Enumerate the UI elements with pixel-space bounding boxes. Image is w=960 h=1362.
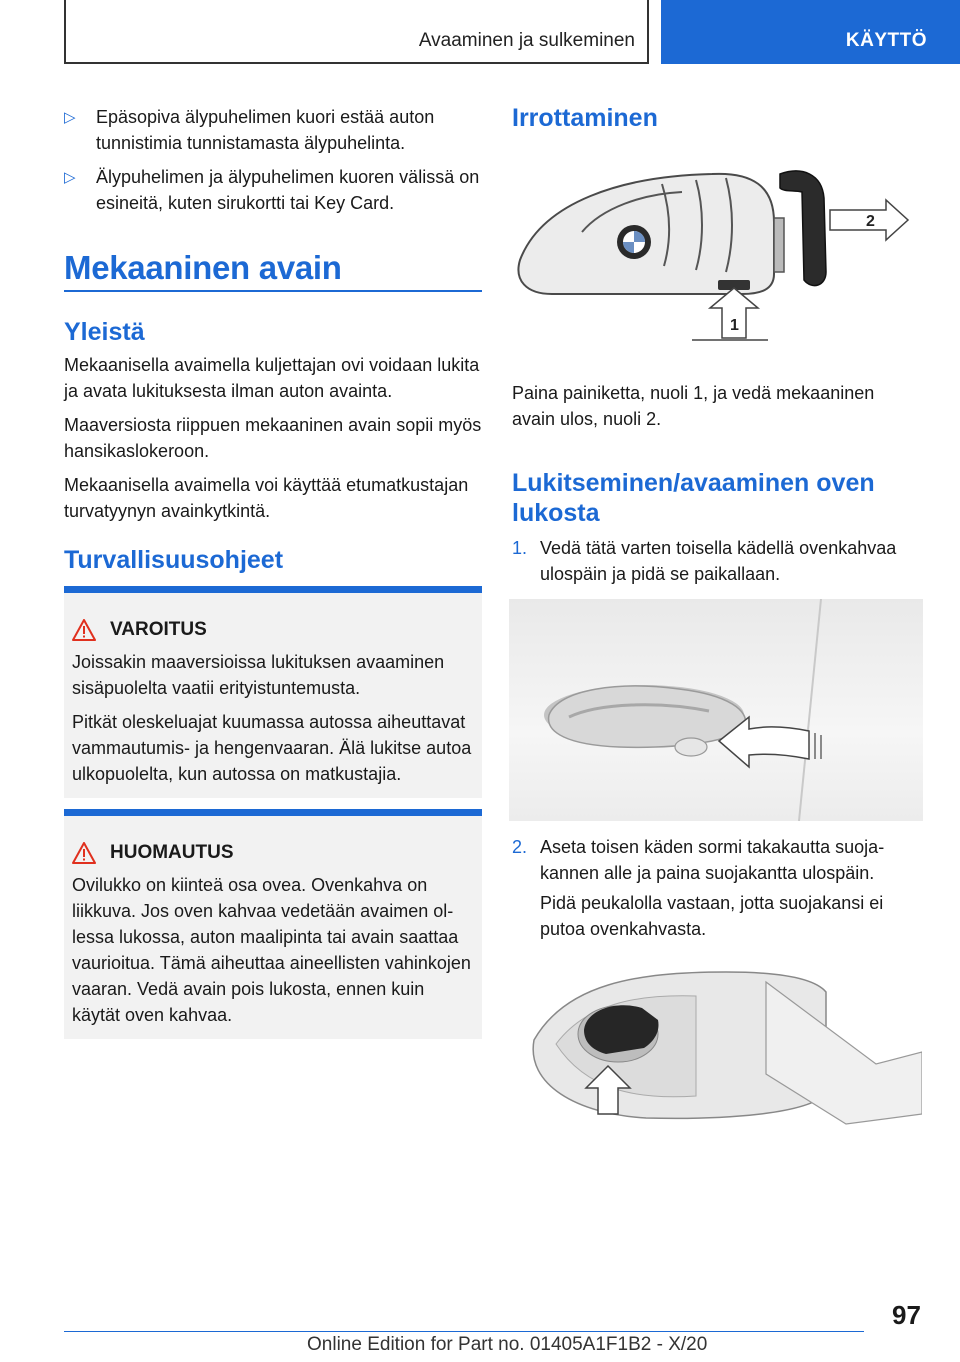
footer-edition: Online Edition for Part no. 01405A1F1B2 - X/20	[307, 1334, 708, 1355]
general-text	[64, 352, 482, 532]
step-number: 1.	[512, 538, 528, 558]
handle-cover-photo	[526, 964, 922, 1126]
warning-box	[64, 586, 482, 798]
warning-paragraph: Joissakin maaversioissa lukituksen avaaminen sisäpuolelta vaatii erityistuntemusta.	[72, 652, 445, 698]
section-title: KÄYTTÖ	[845, 30, 927, 51]
heading-lock-unlock: Lukitseminen/avaaminen oven lukosta	[512, 469, 875, 527]
step-2	[512, 834, 922, 886]
warning-paragraph: Pitkät oleskeluajat kuumassa autossa aiheuttavat vammautumis- ja hengenvaaran. Älä lukitse autoa ulkopuolelta, kun autossa on matkustajia.	[72, 712, 472, 784]
bullet-text: Epäsopiva älypuhelimen kuori estää auton tunnistimia tunnistamasta älypuhelinta.	[96, 107, 435, 153]
bullet-item	[64, 164, 482, 216]
warning-triangle-icon	[72, 619, 96, 641]
removal-text: Paina painiketta, nuoli 1, ja vedä mekaaninen avain ulos, nuoli 2.	[512, 383, 875, 429]
triangle-bullet-icon: ▷	[64, 109, 76, 126]
left-bullets	[64, 104, 482, 216]
step-number: 2.	[512, 837, 528, 857]
notice-box	[64, 809, 482, 1039]
triangle-bullet-icon: ▷	[64, 169, 76, 186]
bullet-text: Älypuhelimen ja älypuhelimen kuoren välissä on esineitä, kuten sirukortti tai Key Card.	[96, 167, 480, 213]
heading-mechanical-key: Mekaaninen avain	[64, 249, 342, 286]
step-text: Vedä tätä varten toisella kädellä ovenkahvaa ulospäin ja pidä se paikallaan.	[540, 538, 897, 584]
door-handle-photo	[509, 599, 923, 821]
heading-removal: Irrottaminen	[512, 104, 658, 132]
key-removal-illustration	[512, 162, 922, 354]
step-text: Aseta toisen käden sormi takakautta suojakannen alle ja paina suojakantta ulospäin.	[540, 837, 885, 883]
paragraph: Mekaanisella avaimella voi käyttää etumatkustajan turvatyynyn avainkytkintä.	[64, 475, 469, 521]
notice-header	[72, 840, 474, 866]
heading-general: Yleistä	[64, 318, 145, 346]
chapter-title: Avaaminen ja sulkeminen	[418, 30, 635, 51]
paragraph: Mekaanisella avaimella kuljettajan ovi voidaan lukita ja avata lukituksesta ilman auton avainta.	[64, 355, 480, 401]
step-1	[512, 535, 922, 587]
arrow-1-label: 1	[730, 317, 739, 334]
notice-paragraph: Ovilukko on kiinteä osa ovea. Ovenkahva on liikkuva. Jos oven kahvaa vedetään avaimen ollessa lukossa, auton maalipinta tai avain saattaa vaurioitua. Tämä aiheuttaa aineellisten vahinkojen vaaran. Vedä avain pois lukosta, ennen kuin käytät oven kahvaa.	[72, 875, 471, 1025]
bullet-item	[64, 104, 482, 156]
header-chapter-box	[64, 0, 649, 64]
warning-header	[72, 617, 474, 643]
header-section-box	[661, 0, 960, 64]
notice-title: HUOMAUTUS	[110, 842, 234, 863]
heading-rule	[64, 290, 482, 292]
page-number: 97	[892, 1300, 921, 1330]
footer-rule	[64, 1331, 864, 1332]
paragraph: Maaversiosta riippuen mekaaninen avain sopii myös hansikaslokeroon.	[64, 415, 482, 461]
notice-triangle-icon	[72, 842, 96, 864]
warning-title: VAROITUS	[110, 619, 207, 640]
arrow-2-label: 2	[866, 213, 875, 230]
heading-safety: Turvallisuusohjeet	[64, 546, 284, 574]
step-2-extra: Pidä peukalolla vastaan, jotta suojakansi ei putoa ovenkahvasta.	[540, 893, 884, 939]
